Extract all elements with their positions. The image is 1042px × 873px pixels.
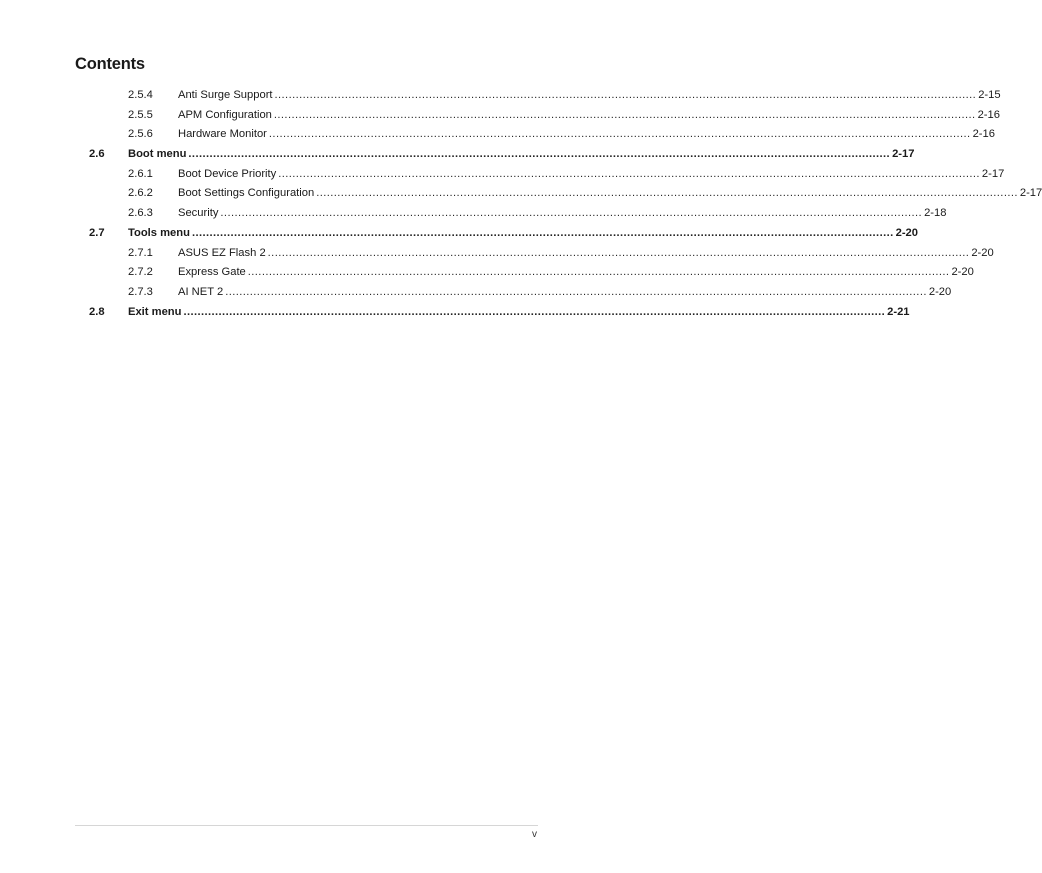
- page-number: v: [532, 829, 537, 840]
- toc-dot-leader: ........................................................................................................................................................................................................: [191, 226, 894, 239]
- toc-dot-leader: ........................................................................................................................................................................................................: [247, 266, 950, 279]
- toc-entry-page: 2-16: [972, 128, 995, 141]
- toc-entry-page: 2-21: [887, 305, 910, 318]
- toc-entry[interactable]: [0, 204, 947, 224]
- toc-entry[interactable]: [0, 184, 1042, 204]
- toc-dot-leader: ........................................................................................................................................................................................................: [278, 167, 980, 180]
- toc-entry-title: Hardware Monitor: [178, 128, 267, 141]
- toc-entry-number: 2.7.2: [128, 266, 153, 279]
- toc-entry-number: 2.5.4: [128, 89, 153, 101]
- toc-entry-page: 2-20: [895, 226, 919, 239]
- toc-entry-page: 2-15: [978, 89, 1001, 101]
- toc-entry-body: [178, 204, 947, 224]
- toc-entry-title: Anti Surge Support: [178, 89, 273, 101]
- toc-entry[interactable]: [0, 106, 1000, 126]
- toc-entry-body: [128, 303, 910, 323]
- toc-entry[interactable]: [0, 86, 1001, 106]
- toc-entry-body: [128, 145, 915, 165]
- toc-dot-leader: ........................................................................................................................................................................................................: [225, 285, 927, 298]
- toc-entry-number: 2.6.3: [128, 207, 153, 220]
- toc-entry-body: [178, 125, 995, 145]
- toc-entry-number: 2.6.1: [128, 167, 153, 180]
- toc-entry-title: Boot Device Priority: [178, 167, 277, 180]
- toc-entry-title: ASUS EZ Flash 2: [178, 246, 266, 259]
- toc-entry-body: [178, 244, 994, 264]
- toc-entry-title: APM Configuration: [178, 108, 272, 121]
- toc-entry[interactable]: [0, 283, 952, 303]
- toc-entry-number: 2.6: [89, 148, 105, 161]
- toc-entry-page: 2-20: [951, 266, 974, 279]
- toc-entry-body: [178, 86, 1001, 106]
- toc-entry-title: Tools menu: [128, 226, 190, 239]
- toc-entry-page: 2-16: [977, 108, 1000, 121]
- toc-entry[interactable]: [0, 244, 994, 264]
- toc-entry-page: 2-17: [892, 148, 915, 161]
- toc-entry-body: [178, 106, 1000, 126]
- toc-entry-number: 2.5.5: [128, 108, 153, 121]
- toc-dot-leader: ........................................................................................................................................................................................................: [274, 89, 977, 101]
- toc-entry-body: [178, 165, 1005, 185]
- toc-dot-leader: ........................................................................................................................................................................................................: [220, 207, 923, 220]
- toc-entry-title: Exit menu: [128, 305, 182, 318]
- toc-entry-page: 2-20: [971, 246, 994, 259]
- toc-entry-number: 2.7.1: [128, 246, 153, 259]
- toc-entry-body: [128, 224, 919, 244]
- toc-dot-leader: ........................................................................................................................................................................................................: [273, 108, 976, 121]
- toc-entry-number: 2.7.3: [128, 285, 153, 298]
- toc-entry-number: 2.7: [89, 226, 105, 239]
- footer-divider: [75, 825, 538, 826]
- toc-entry-title: Boot menu: [128, 148, 187, 161]
- toc-entry[interactable]: [0, 263, 974, 283]
- toc-entry[interactable]: [0, 224, 919, 244]
- toc-entry-title: Express Gate: [178, 266, 246, 279]
- toc-entry-page: 2-18: [924, 207, 947, 220]
- toc-entry[interactable]: [0, 165, 1005, 185]
- toc-entry[interactable]: [0, 125, 995, 145]
- toc-entry-title: Boot Settings Configuration: [178, 187, 315, 200]
- toc-entry-body: [178, 184, 1042, 204]
- toc-entry-title: Security: [178, 207, 219, 220]
- table-of-contents: [0, 86, 1042, 322]
- toc-entry-page: 2-20: [928, 285, 952, 298]
- toc-entry-number: 2.8: [89, 305, 105, 318]
- toc-entry-body: [178, 263, 974, 283]
- toc-entry-body: [178, 283, 952, 303]
- toc-dot-leader: ........................................................................................................................................................................................................: [188, 148, 891, 161]
- page-title: Contents: [75, 55, 145, 73]
- toc-entry-page: 2-17: [981, 167, 1005, 180]
- toc-dot-leader: ........................................................................................................................................................................................................: [268, 128, 971, 141]
- toc-entry-title: AI NET 2: [178, 285, 224, 298]
- toc-dot-leader: ........................................................................................................................................................................................................: [267, 246, 970, 259]
- toc-dot-leader: ........................................................................................................................................................................................................: [316, 187, 1018, 200]
- toc-dot-leader: ........................................................................................................................................................................................................: [183, 305, 886, 318]
- toc-entry-number: 2.6.2: [128, 187, 153, 200]
- toc-entry[interactable]: [0, 303, 910, 323]
- toc-entry-number: 2.5.6: [128, 128, 153, 141]
- toc-entry-page: 2-17: [1019, 187, 1042, 200]
- toc-entry[interactable]: [0, 145, 915, 165]
